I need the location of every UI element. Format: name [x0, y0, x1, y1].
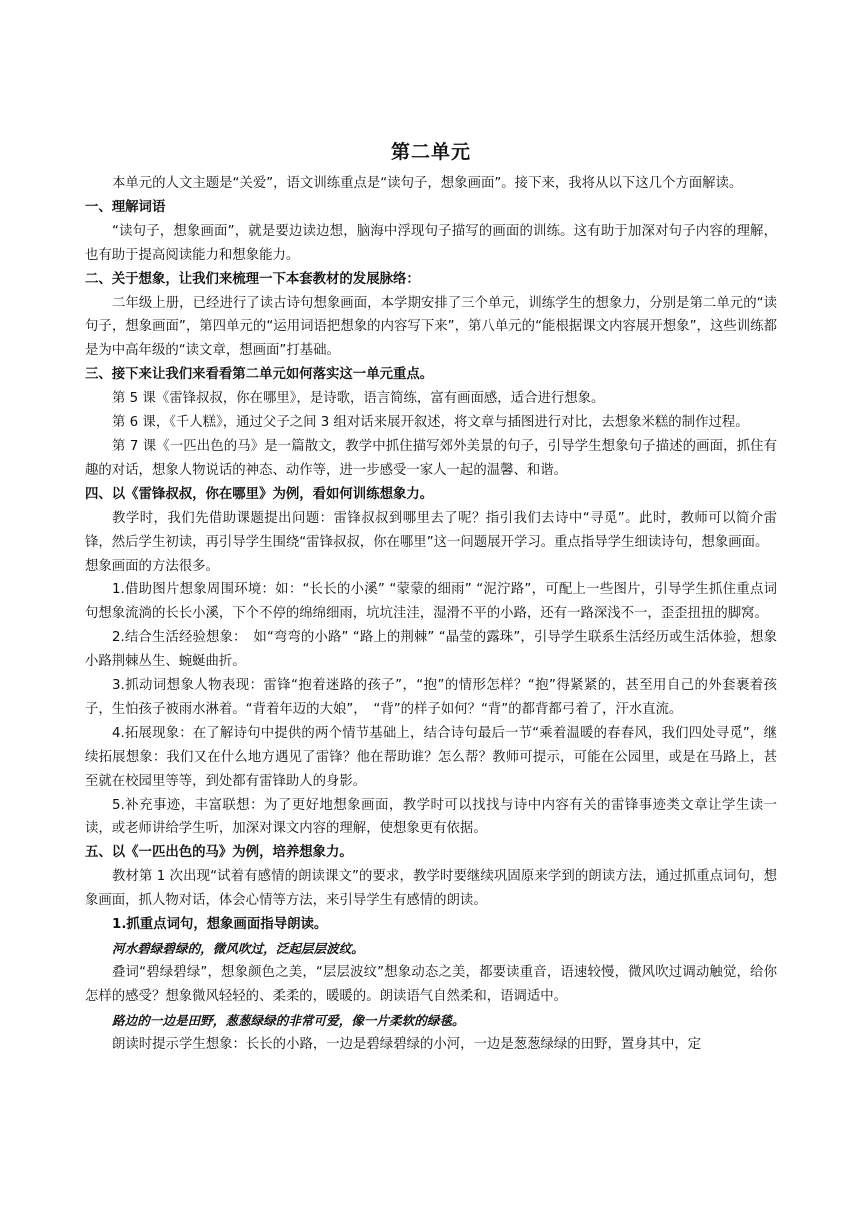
paragraph: 朗读时提示学生想象：长长的小路，一边是碧绿碧绿的小河，一边是葱葱绿绿的田野，置身其中，定 — [112, 1036, 702, 1052]
subheading: 1.抓重点词句，想象画面指导朗读。 — [112, 917, 328, 933]
document-body — [85, 172, 777, 1057]
paragraph: 教学时，我们先借助课题提出问题：雷锋叔叔到哪里去了呢？指引我们去诗中“寻觅”。此时，教师可以简介雷锋，然后学生初读，再引导学生围绕“雷锋叔叔，你在哪里”这一问题展开学习。重点指导学生细读诗句，想象画面。 — [85, 510, 777, 550]
paragraph: 想象画面的方法很多。 — [85, 558, 219, 574]
list-item: 5.补充事迹，丰富联想：为了更好地想象画面，教学时可以找找与诗中内容有关的雷锋事迹类文章让学生读一读，或老师讲给学生听，加深对课文内容的理解，使想象更有依据。 — [85, 797, 777, 837]
paragraph: “读句子，想象画面”，就是要边读边想，脑海中浮现句子描写的画面的训练。这有助于加深对句子内容的理解，也有助于提高阅读能力和想象能力。 — [85, 223, 777, 263]
paragraph: 叠词“碧绿碧绿”，想象颜色之美，“层层波纹”想象动态之美，都要读重音，语速较慢，微风吹过调动触觉，给你怎样的感受？想象微风轻轻的、柔柔的，暖暖的。朗读语气自然柔和，语调适中。 — [85, 964, 777, 1004]
section-heading-2: 二、关于想象，让我们来梳理一下本套教材的发展脉络： — [85, 271, 420, 287]
section-heading-1: 一、理解词语 — [85, 199, 166, 215]
list-item: 2.结合生活经验想象： 如“弯弯的小路” “路上的荆棘” “晶莹的露珠”，引导学生联系生活经历或生活体验，想象小路荆棘丛生、蜿蜒曲折。 — [85, 630, 777, 670]
section-heading-5: 五、以《一匹出色的马》为例，培养想象力。 — [85, 845, 353, 861]
page-title: 第二单元 — [390, 141, 471, 163]
list-item: 4.拓展现象：在了解诗句中提供的两个情节基础上，结合诗句最后一节“乘着温暖的春春风，我们四处寻觅”，继续拓展想象：我们又在什么地方遇见了雷锋？他在帮助谁？怎么帮？教师可提示，可能在公园里，或是在马路上，甚至就在校园里等等，到处都有雷锋助人的身影。 — [85, 725, 777, 789]
paragraph: 第 7 课《一匹出色的马》是一篇散文，教学中抓住描写郊外美景的句子，引导学生想象句子描述的画面，抓住有趣的对话，想象人物说话的神态、动作等，进一步感受一家人一起的温馨、和谐。 — [85, 438, 777, 478]
paragraph: 二年级上册，已经进行了读古诗句想象画面，本学期安排了三个单元，训练学生的想象力，分别是第二单元的“读句子，想象画面”，第四单元的“运用词语把想象的内容写下来”，第八单元的“能根据课文内容展开想象”，这些训练都是为中高年级的“读文章，想画面”打基础。 — [85, 295, 777, 359]
section-heading-3: 三、接下来让我们来看看第二单元如何落实这一单元重点。 — [85, 367, 434, 383]
quoted-sentence: 河水碧绿碧绿的，微风吹过，泛起层层波纹。 — [112, 941, 364, 956]
paragraph: 教材第 1 次出现“试着有感情的朗读课文”的要求，教学时要继续巩固原来学到的朗读方法，通过抓重点词句，想象画面，抓人物对话，体会心情等方法，来引导学生有感情的朗读。 — [85, 869, 777, 909]
paragraph: 第 6 课，《千人糕》，通过父子之间 3 组对话来展开叙述，将文章与插图进行对比，去想象米糕的制作过程。 — [112, 415, 749, 431]
paragraph: 第 5 课《雷锋叔叔，你在哪里》，是诗歌，语言简练，富有画面感，适合进行想象。 — [112, 391, 605, 407]
section-heading-4: 四、以《雷锋叔叔，你在哪里》为例，看如何训练想象力。 — [85, 486, 434, 502]
list-item: 1.借助图片想象周围环境：如：“长长的小溪” “蒙蒙的细雨” “泥泞路”，可配上一些图片，引导学生抓住重点词句想象流淌的长长小溪，下个不停的绵绵细雨，坑坑洼洼，湿滑不平的小路，还有一路深浅不一，歪歪扭扭的脚窝。 — [85, 582, 777, 622]
quoted-sentence: 路边的一边是田野，葱葱绿绿的非常可爱，像一片柔软的绿毯。 — [112, 1012, 465, 1028]
intro-paragraph: 本单元的人文主题是“关爱”，语文训练重点是“读句子，想象画面”。接下来，我将从以下这几个方面解读。 — [112, 176, 743, 191]
list-item: 3.抓动词想象人物表现：雷锋“抱着迷路的孩子”，“抱”的情形怎样？“抱”得紧紧的，甚至用自己的外套裹着孩子，生怕孩子被雨水淋着。“背着年迈的大娘”， “背”的样子如何？“背”的都背都弓着了，汗水直流。 — [85, 678, 777, 717]
